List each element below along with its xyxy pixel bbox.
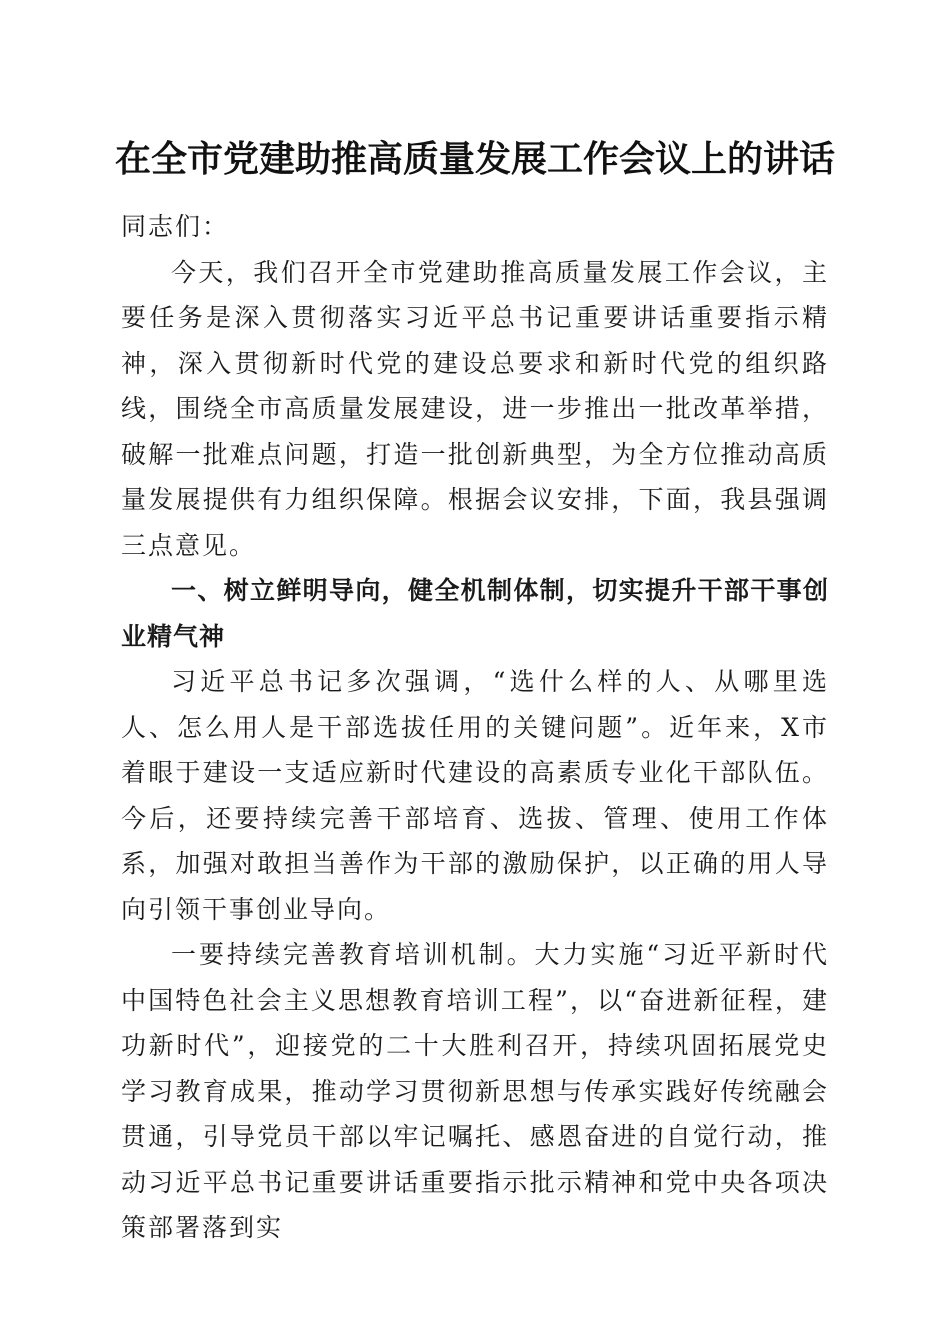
document-body <box>121 204 829 1251</box>
salutation: 同志们： <box>121 212 230 241</box>
document-title: 在全市党建助推高质量发展工作会议上的讲话 <box>114 138 835 180</box>
section-1-paragraph-1: 习近平总书记多次强调，“选什么样的人、从哪里选人、怎么用人是干部选拔任用的关键问题”。近年来，X市着眼于建设一支适应新时代建设的高素质专业化干部队伍。今后，还要持续完善干部培育、选拔、管理、使用工作体系，加强对敢担当善作为干部的激励保护，以正确的用人导向引领干事创业导向。 <box>121 667 829 924</box>
intro-paragraph: 今天，我们召开全市党建助推高质量发展工作会议，主要任务是深入贯彻落实习近平总书记重要讲话重要指示精神，深入贯彻新时代党的建设总要求和新时代党的组织路线，围绕全市高质量发展建设，进一步推出一批改革举措，破解一批难点问题，打造一批创新典型，为全方位推动高质量发展提供有力组织保障。根据会议安排，下面，我县强调三点意见。 <box>121 257 829 560</box>
section-1-paragraph-2: 一要持续完善教育培训机制。大力实施“习近平新时代中国特色社会主义思想教育培训工程”，以“奋进新征程，建功新时代”，迎接党的二十大胜利召开，持续巩固拓展党史学习教育成果，推动学习贯彻新思想与传承实践好传统融会贯通，引导党员干部以牢记嘱托、感恩奋进的自觉行动，推动习近平总书记重要讲话重要指示批示精神和党中央各项决策部署落到实 <box>121 940 829 1242</box>
section-heading-1: 一、树立鲜明导向，健全机制体制，切实提升干部干事创业精气神 <box>121 576 829 651</box>
